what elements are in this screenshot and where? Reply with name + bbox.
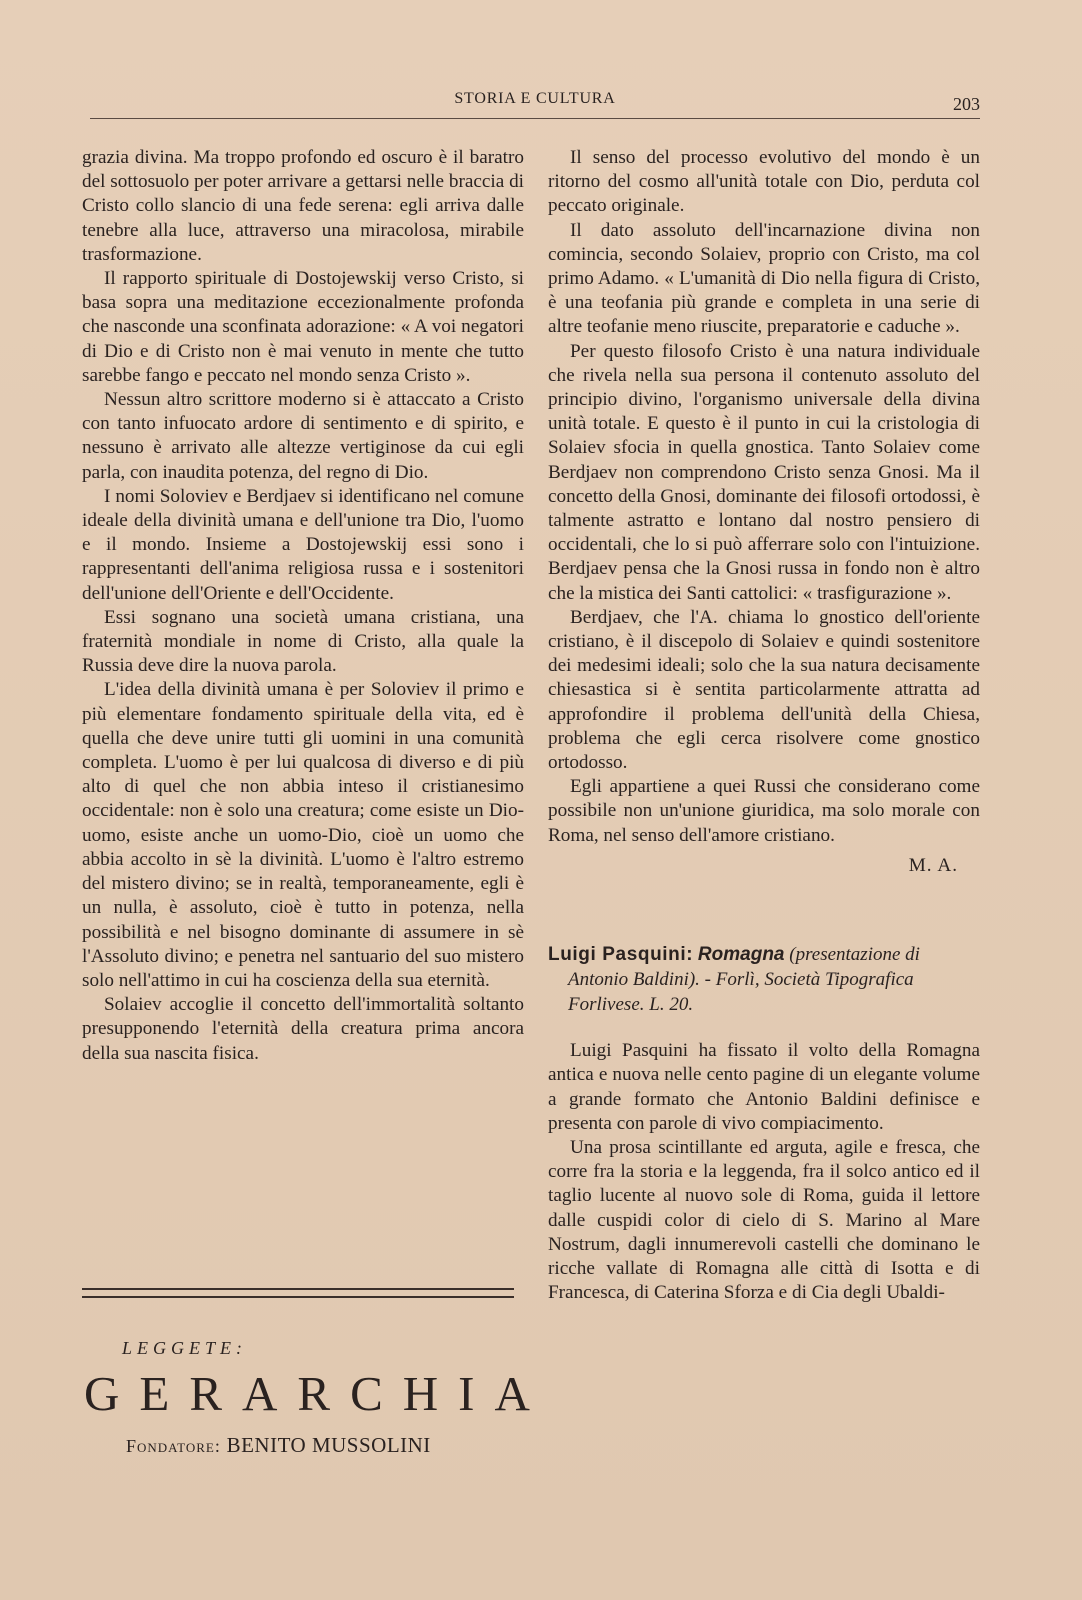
ad-lead: LEGGETE: [122,1338,247,1358]
paragraph: L'idea della divinità umana è per Soloviev il primo e più elementare fondamento spirituale della vita, ed è quella che deve unire tutti gli uomini in una comunità completa. L'uomo è per lui qualcosa di diverso e di più alto di quel che non abbia inteso il cristianesimo occidentale: non è solo una creatura; come esiste un Dio-uomo, esiste anche un uomo-Dio, cioè un uomo che abbia accolto in sè la divinità. L'uomo è l'altro estremo del mistero divino; se in realtà, temporaneamente, egli è un nulla, è assoluto, cioè è tutto in potenza, nella possibilità e nel bisogno dominante di assumere in sè l'Assoluto divino; e penetra nel santuario del suo mistero solo nell'attimo in cui ha coscienza della sua eternità. [82,679,524,991]
paragraph: I nomi Soloviev e Berdjaev si identificano nel comune ideale della divinità umana e dell'unione tra Dio, l'uomo e il mondo. Insieme a Dostojewskij essi sono i rappresentanti dell'anima religiosa russa e i sostenitori dell'unione dell'Oriente e dell'Occidente. [82,485,524,604]
header-rule [90,118,980,119]
book-review-body [548,1039,980,1305]
paragraph: Il senso del processo evolutivo del mondo è un ritorno del cosmo all'unità totale con Dio, perduta col peccato originale. [548,147,980,217]
paragraph: Luigi Pasquini ha fissato il volto della Romagna antica e nuova nelle cento pagine di un elegante volume a grande formato che Antonio Baldini definisce e presenta con parole di vivo compiacimento. [548,1040,980,1134]
founder-name: BENITO MUSSOLINI [226,1432,431,1457]
ad-founder [82,1433,514,1458]
page-number: 203 [953,94,980,114]
paragraph: Per questo filosofo Cristo è una natura individuale che rivela nella sua persona il contenuto assoluto del principio divino, l'organismo universale della divina unità totale. E questo è il punto in cui la cristologia di Solaiev sfocia in quella gnostica. Tanto Solaiev come Berdjaev non comprendono Cristo senza Gnosi. Ma il concetto della Gnosi, dominante dei filosofi ortodossi, è talmente astratto e lontano dal nostro pensiero di occidentali, che lo si può afferrare solo con l'intuizione. Berdjaev pensa che la Gnosi russa in fondo non è altro che la mistica dei Santi cattolici: « trasfigurazione ». [548,340,980,604]
paragraph: Essi sognano una società umana cristiana, una fraternità mondiale in nome di Cristo, alla quale la Russia deve dire la nuova parola. [82,606,524,677]
article-signature: M. A. [908,854,958,876]
founder-label: Fondatore: [126,1435,221,1456]
paragraph: grazia divina. Ma troppo profondo ed oscuro è il baratro del sottosuolo per poter arrivare a gettarsi nelle braccia di Cristo collo slancio di una fede serena: egli arriva dalle tenebre alla luce, attraverso una miracolosa, mirabile trasformazione. [82,147,524,265]
paragraph: Egli appartiene a quei Russi che considerano come possibile non un'unione giuridica, ma solo morale con Roma, nel senso dell'amore cristiano. [548,776,980,846]
paragraph: Il rapporto spirituale di Dostojewskij verso Cristo, si basa sopra una meditazione eccezionalmente profonda che nasconde una sconfinata adorazione: « A voi negatori di Dio e di Cristo non è mai venuto in mente che tutto sarebbe fango e peccato nel mondo senza Cristo ». [82,268,524,386]
review-author: Luigi Pasquini: [548,944,694,966]
gerarchia-advertisement [82,1288,550,1458]
ad-title: GERARCHIA [84,1366,550,1421]
paragraph: Una prosa scintillante ed arguta, agile e fresca, che corre fra la storia e la leggenda, fra il solco antico ed il taglio lucente al nuovo sole di Roma, guida il lettore dalle cuspidi color di cielo di S. Marino al Mare Nostrum, dagli innumerevoli castelli che dominano le ricche vallate di Romagna alle città di Isotta e di Francesca, di Caterina Sforza e di Cia degli Ubaldi- [548,1136,980,1304]
running-title: STORIA E CULTURA [454,90,616,107]
paragraph: Berdjaev, che l'A. chiama lo gnostico dell'oriente cristiano, è il discepolo di Solaiev e quindi sostenitore dei medesimi ideali; solo che la sua natura decisamente chiesastica si è sentita particolarmente attratta ad approfondire il problema dell'unità della Chiesa, problema che egli cerca risolvere come gnostico ortodosso. [548,606,980,774]
paragraph: Solaiev accoglie il concetto dell'immortalità soltanto presupponendo l'eternità della creatura prima ancora della sua nascita fisica. [82,994,524,1064]
double-rule-divider [82,1288,514,1298]
left-column [82,146,524,1066]
page-header [90,86,980,120]
review-book-title: Romagna [697,944,785,966]
paragraph: Nessun altro scrittore moderno si è attaccato a Cristo con tanto infuocato ardore di sentimento e di spirito, e nessuno è arrivato alle altezze vertiginose da cui egli parla, con inaudita potenza, del regno di Dio. [82,389,524,483]
right-column [548,146,980,1305]
paragraph: Il dato assoluto dell'incarnazione divina non comincia, secondo Solaiev, proprio con Cristo, ma col primo Adamo. « L'umanità di Dio nella figura di Cristo, è una teofania più grande e completa in una serie di altre teofanie meno riuscite, preparatorie e caduche ». [548,219,980,338]
book-review-heading [548,942,980,1017]
review-publication-info: (presentazione di Antonio Baldini). - Forlì, Società Tipografica Forlivese. L. 20. [568,944,920,1016]
